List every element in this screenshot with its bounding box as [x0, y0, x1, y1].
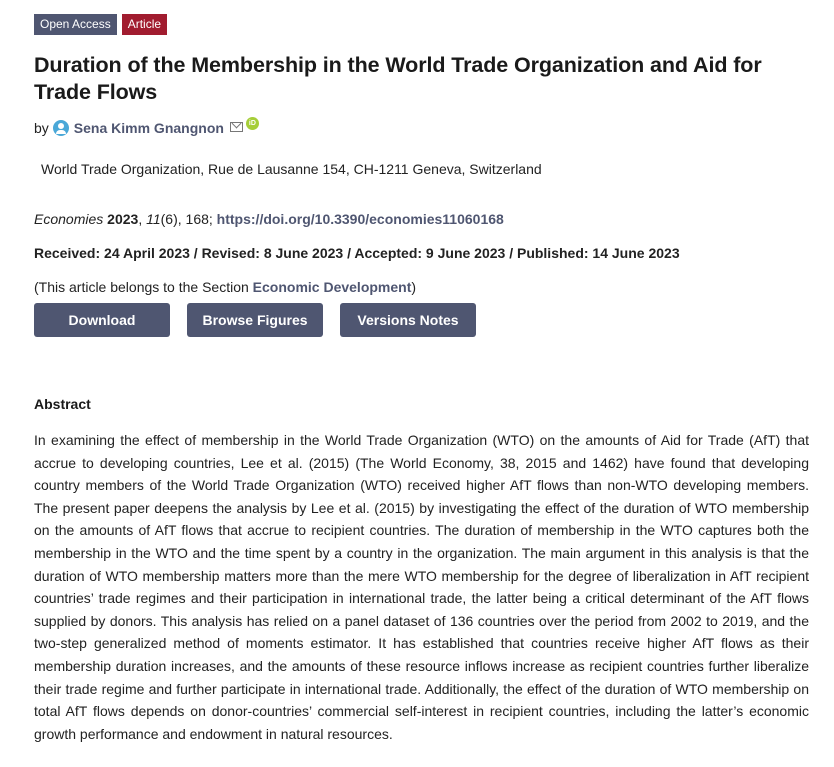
author-line — [34, 119, 809, 137]
journal-name: Economies — [34, 211, 104, 227]
article-title: Duration of the Membership in the World Trade Organization and Aid for Trade Flows — [34, 53, 762, 104]
person-icon[interactable] — [53, 120, 69, 136]
article-header — [34, 14, 809, 745]
section-link[interactable]: Economic Development — [252, 279, 412, 295]
action-buttons — [34, 303, 809, 337]
citation-line: Economies 2023, 11(6), 168; https://doi.org/10.3390/economies11060168 — [34, 211, 504, 227]
abstract-text: In examining the effect of membership in the World Trade Organization (WTO) on the amounts of Aid for Trade (AfT) that accrue to developing countries, Lee et al. (2015) (The World Economy, 38, 2015 and 1462) have found that developing country members of the World Trade Organization (WTO) received higher AfT flows than non-WTO developing members. The present paper deepens the analysis by Lee et al. (2015) by investigating the effect of the duration of WTO membership on the amounts of AfT flows that accrue to recipient countries. The duration of membership in the WTO captures both the membership in the WTO and the time spent by a country in the organization. The main argument in this analysis is that the duration of WTO membership matters more than the mere WTO membership for the degree of liberalization in AfT recipient countries’ trade regimes and their participation in international trade, the latter being a critical determinant of the AfT flows supplied by donors. This analysis has relied on a panel dataset of 136 countries over the period from 2002 to 2019, and the two-step generalized method of moments estimator. It has established that countries receive higher AfT flows as their membership duration increases, and the amounts of these resource inflows increase as recipient countries further liberalize their trade regime and further participate in international trade. Additionally, the effect of the duration of WTO membership on total AfT flows depends on donor-countries’ commercial self-interest in recipient countries, including the latter’s economic growth performance and endowment in natural resources. — [34, 432, 809, 742]
mail-icon[interactable] — [230, 122, 243, 132]
section-suffix: ) — [411, 279, 417, 295]
author-name-link[interactable]: Sena Kimm Gnangnon — [73, 120, 224, 136]
affiliation: World Trade Organization, Rue de Lausanne 154, CH-1211 Geneva, Switzerland — [41, 161, 542, 177]
badge-row — [34, 14, 809, 35]
by-label: by — [34, 120, 49, 136]
citation-volume: 11 — [146, 211, 161, 227]
orcid-icon[interactable]: iD — [246, 117, 259, 130]
article-type-badge: Article — [122, 14, 167, 35]
section-prefix: (This article belongs to the Section — [34, 279, 253, 295]
download-button[interactable]: Download — [34, 303, 170, 337]
publication-dates: Received: 24 April 2023 / Revised: 8 June 2023 / Accepted: 9 June 2023 / Published: 14 June 2023 — [34, 245, 680, 261]
section-note — [34, 278, 809, 296]
versions-notes-button[interactable]: Versions Notes — [340, 303, 476, 337]
open-access-badge[interactable]: Open Access — [34, 14, 117, 35]
citation-issue-pages: (6), 168; — [160, 211, 213, 227]
abstract-heading: Abstract — [34, 396, 91, 412]
browse-figures-button[interactable]: Browse Figures — [187, 303, 323, 337]
citation-year: 2023 — [107, 211, 139, 227]
doi-link[interactable]: https://doi.org/10.3390/economies11060168 — [216, 211, 504, 227]
